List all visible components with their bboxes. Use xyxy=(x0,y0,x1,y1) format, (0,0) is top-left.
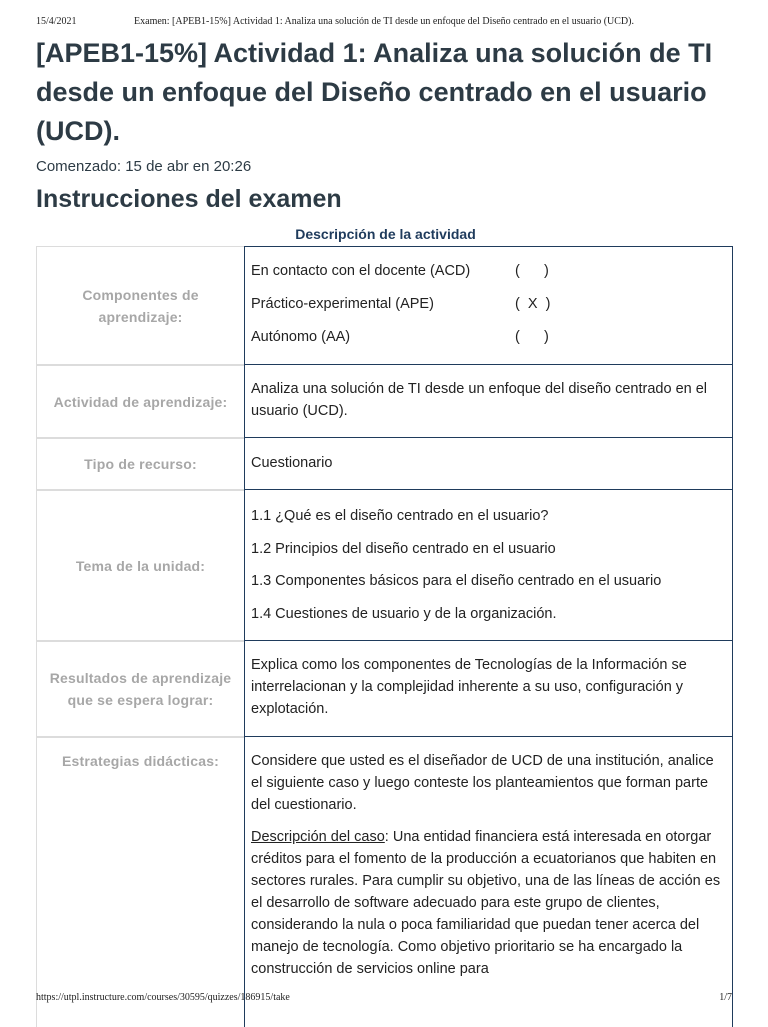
component-name: Autónomo (AA) xyxy=(251,329,351,345)
component-name: Práctico-experimental (APE) xyxy=(251,296,434,312)
print-footer xyxy=(36,992,732,1006)
table-row-components xyxy=(36,246,733,365)
strategies-label: Estrategias didácticas: xyxy=(36,737,244,1027)
table-row-strategies xyxy=(36,737,733,1027)
topic-item: 1.2 Principios del diseño centrado en el usuario xyxy=(251,540,556,557)
component-item xyxy=(251,321,726,354)
component-item xyxy=(251,288,726,321)
activity-label: Actividad de aprendizaje: xyxy=(36,365,244,438)
table-caption: Descripción de la actividad xyxy=(295,226,476,242)
component-mark: ( ) xyxy=(515,263,549,279)
activity-value: Analiza una solución de TI desde un enfoque del diseño centrado en el usuario (UCD). xyxy=(244,365,733,438)
topic-item: 1.1 ¿Qué es el diseño centrado en el usuario? xyxy=(251,508,549,524)
component-name: En contacto con el docente (ACD) xyxy=(251,263,471,279)
resource-value: Cuestionario xyxy=(244,438,733,490)
print-date: 15/4/2021 xyxy=(36,16,77,27)
section-title: Instrucciones del examen xyxy=(36,185,342,213)
topic-label: Tema de la unidad: xyxy=(36,490,244,641)
component-item xyxy=(251,255,726,288)
component-mark: ( X ) xyxy=(515,296,551,312)
topic-value xyxy=(244,490,733,641)
resource-label: Tipo de recurso: xyxy=(36,438,244,490)
table-row-resource xyxy=(36,438,733,490)
print-url: https://utpl.instructure.com/courses/30595/quizzes/186915/take xyxy=(36,992,290,1003)
table-row-topic xyxy=(36,490,733,641)
component-mark: ( ) xyxy=(515,329,549,345)
topic-item: 1.4 Cuestiones de usuario y de la organización. xyxy=(251,605,557,622)
case-description xyxy=(251,826,726,980)
components-label xyxy=(36,246,244,365)
page-number: 1/7 xyxy=(719,992,732,1003)
topic-item: 1.3 Componentes básicos para el diseño centrado en el usuario xyxy=(251,573,662,589)
strategies-intro: Considere que usted es el diseñador de UCD de una institución, analice el siguiente caso y luego conteste los planteamientos que forman parte del cuestionario. xyxy=(251,753,714,813)
results-label xyxy=(36,641,244,737)
components-label-text: Componentes de aprendizaje: xyxy=(82,286,199,325)
started-timestamp: Comenzado: 15 de abr en 20:26 xyxy=(36,158,252,175)
strategies-value xyxy=(244,737,733,1027)
print-document-title: Examen: [APEB1-15%] Actividad 1: Analiza una solución de TI desde un enfoque del Diseño centrado en el usuario (UCD). xyxy=(134,16,634,27)
components-value xyxy=(244,246,733,365)
activity-description-table xyxy=(36,246,733,1027)
results-value: Explica como los componentes de Tecnologías de la Información se interrelacionan y la complejidad inherente a su uso, configuración y explotación. xyxy=(244,641,733,737)
case-text: : Una entidad financiera está interesada en otorgar créditos para el fomento de la producción a ecuatorianos que habiten en sectores rurales. Para cumplir su objetivo, una de las líneas de acción es el desarrollo de software adecuado para este grupo de clientes, considerando la nula o poca familiaridad que puedan tener acerca del manejo de tecnología. Como objetivo prioritario se ha encargado la construcción de servicios online para xyxy=(251,829,721,977)
print-header xyxy=(36,16,732,30)
table-row-activity xyxy=(36,365,733,438)
results-label-text: Resultados de aprendizaje que se espera lograr: xyxy=(49,670,232,708)
case-label: Descripción del caso xyxy=(251,829,385,845)
page-title: [APEB1-15%] Actividad 1: Analiza una solución de TI desde un enfoque del Diseño centrado en el usuario (UCD). xyxy=(36,38,713,146)
table-row-results xyxy=(36,641,733,737)
